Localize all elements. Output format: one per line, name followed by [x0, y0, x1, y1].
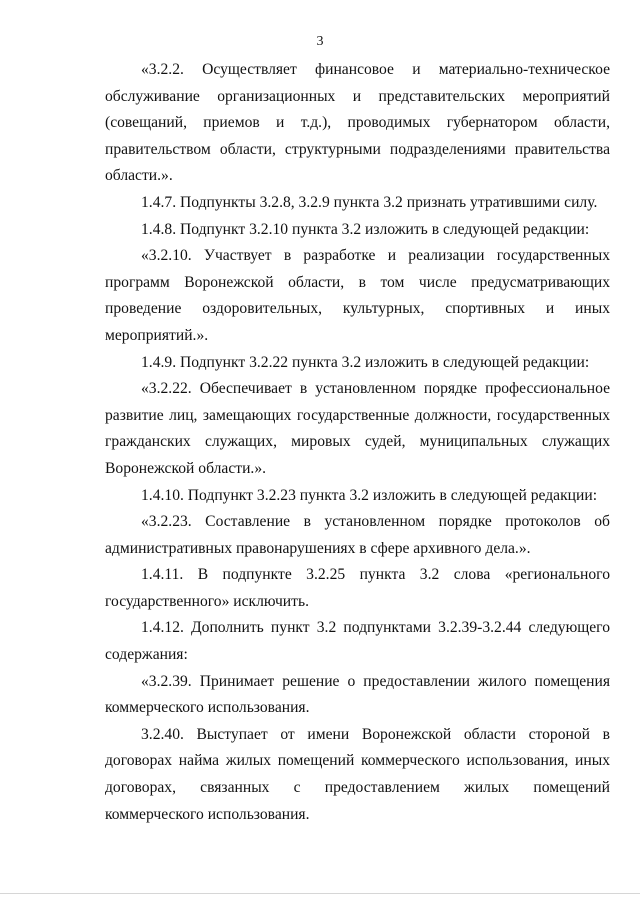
document-body — [105, 57, 610, 828]
paragraph-1-4-8: 1.4.8. Подпункт 3.2.10 пункта 3.2 изложить в следующей редакции: — [141, 220, 590, 238]
page-bottom-edge — [0, 893, 640, 894]
paragraph-3-2-39: «3.2.39. Принимает решение о предоставлении жилого помещения коммерческого использования. — [105, 672, 610, 717]
paragraph-3-2-22: «3.2.22. Обеспечивает в установленном порядке профессиональное развитие лиц, замещающих государственные должности, государственных гражданских служащих, мировых судей, муниципальных служащих Воронежской области.». — [105, 380, 610, 477]
paragraph-3-2-10: «3.2.10. Участвует в разработке и реализации государственных программ Воронежской области, в том числе предусматривающих проведение оздоровительных, культурных, спортивных и иных мероприятий.». — [105, 247, 610, 344]
paragraph-3-2-40: 3.2.40. Выступает от имени Воронежской области стороной в договорах найма жилых помещений коммерческого использования, иных договорах, связанных с предоставлением жилых помещений коммерческого использования. — [105, 725, 610, 823]
paragraph-1-4-9: 1.4.9. Подпункт 3.2.22 пункта 3.2 изложить в следующей редакции: — [141, 353, 590, 371]
paragraph-1-4-12: 1.4.12. Дополнить пункт 3.2 подпунктами 3.2.39-3.2.44 следующего содержания: — [105, 619, 610, 664]
paragraph-3-2-2: «3.2.2. Осуществляет финансовое и материально-техническое обслуживание организационных и представительских мероприятий (совещаний, приемов и т.д.), проводимых губернатором области, правительством области, структурными подразделениями правительства области.». — [105, 61, 610, 185]
paragraph-1-4-11: 1.4.11. В подпункте 3.2.25 пункта 3.2 слова «регионального государственного» исключить. — [105, 566, 610, 610]
page-number: 3 — [316, 34, 324, 49]
paragraph-3-2-23: «3.2.23. Составление в установленном порядке протоколов об административных правонарушениях в сфере архивного дела.». — [105, 513, 610, 557]
paragraph-1-4-10: 1.4.10. Подпункт 3.2.23 пункта 3.2 изложить в следующей редакции: — [141, 486, 598, 504]
paragraph-1-4-7: 1.4.7. Подпункты 3.2.8, 3.2.9 пункта 3.2 признать утратившими силу. — [141, 193, 598, 211]
